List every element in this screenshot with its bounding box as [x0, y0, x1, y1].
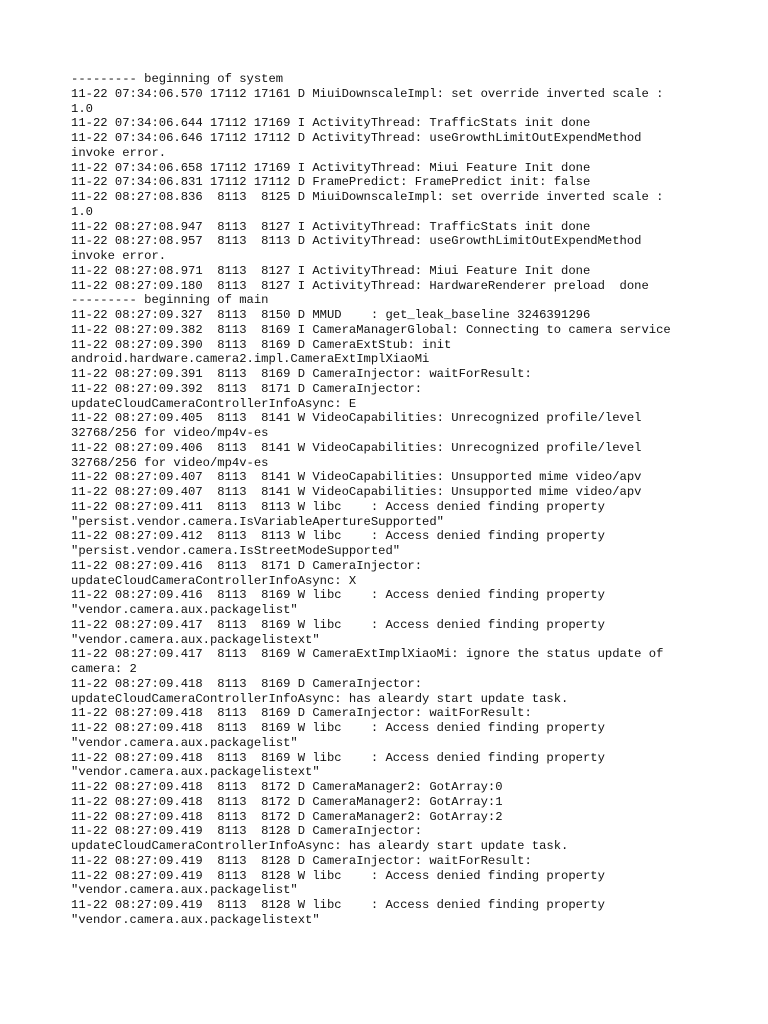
log-line: 11-22 08:27:08.947 8113 8127 I ActivityThread: TrafficStats init done — [71, 219, 591, 234]
log-line: 11-22 07:34:06.570 17112 17161 D MiuiDownscaleImpl: set override inverted scale : — [71, 86, 664, 101]
log-line: 11-22 08:27:08.836 8113 8125 D MiuiDownscaleImpl: set override inverted scale : — [71, 190, 664, 204]
log-line: 11-22 08:27:09.418 8113 8172 D CameraManager2: GotArray:0 — [71, 780, 503, 794]
log-line: 1.0 — [71, 101, 93, 116]
log-line: 11-22 08:27:09.417 8113 8169 W libc : Access denied finding property — [71, 617, 605, 632]
log-line: 11-22 08:27:08.957 8113 8113 D ActivityThread: useGrowthLimitOutExpendMethod — [71, 234, 642, 249]
log-line: 11-22 08:27:09.418 8113 8169 W libc : Access denied finding property — [71, 750, 605, 765]
log-line: 11-22 08:27:09.418 8113 8169 D CameraInjector: — [71, 676, 423, 691]
log-line: 11-22 08:27:09.327 8113 8150 D MMUD : get_leak_baseline 3246391296 — [71, 308, 591, 322]
log-line: "vendor.camera.aux.packagelistext" — [71, 912, 320, 927]
log-line: 11-22 08:27:09.412 8113 8113 W libc : Access denied finding property — [71, 529, 605, 544]
log-line: invoke error. — [71, 249, 167, 263]
log-line: 11-22 08:27:09.391 8113 8169 D CameraInjector: waitForResult: — [71, 367, 532, 381]
log-line: 11-22 08:27:09.392 8113 8171 D CameraInjector: — [71, 381, 423, 396]
log-line: android.hardware.camera2.impl.CameraExtImplXiaoMi — [71, 352, 430, 367]
log-line: updateCloudCameraControllerInfoAsync: E — [71, 396, 357, 411]
log-document — [71, 72, 731, 928]
log-line: 11-22 08:27:09.418 8113 8172 D CameraManager2: GotArray:2 — [71, 809, 503, 824]
log-line: 11-22 08:27:09.416 8113 8171 D CameraInjector: — [71, 558, 423, 573]
log-line: 11-22 08:27:09.407 8113 8141 W VideoCapabilities: Unsupported mime video/apv — [71, 485, 642, 499]
log-line: "vendor.camera.aux.packagelist" — [71, 735, 298, 750]
log-line: 11-22 08:27:09.407 8113 8141 W VideoCapabilities: Unsupported mime video/apv — [71, 470, 642, 485]
log-line: 11-22 08:27:09.406 8113 8141 W VideoCapabilities: Unrecognized profile/level — [71, 440, 642, 455]
log-line: invoke error. — [71, 145, 167, 160]
log-line: updateCloudCameraControllerInfoAsync: has aleardy start update task. — [71, 691, 569, 706]
log-line: --------- beginning of system — [71, 72, 284, 86]
log-line: "vendor.camera.aux.packagelist" — [71, 883, 298, 898]
log-line: 11-22 08:27:09.417 8113 8169 W CameraExtImplXiaoMi: ignore the status update of — [71, 647, 664, 662]
log-line: 11-22 07:34:06.644 17112 17169 I ActivityThread: TrafficStats init done — [71, 116, 591, 131]
log-line: 11-22 08:27:09.418 8113 8169 W libc : Access denied finding property — [71, 721, 605, 735]
log-line: 11-22 08:27:09.419 8113 8128 W libc : Access denied finding property — [71, 868, 605, 883]
log-line: 11-22 08:27:09.405 8113 8141 W VideoCapabilities: Unrecognized profile/level — [71, 411, 642, 426]
log-line: 11-22 08:27:09.418 8113 8172 D CameraManager2: GotArray:1 — [71, 794, 503, 809]
log-line: updateCloudCameraControllerInfoAsync: has aleardy start update task. — [71, 839, 569, 853]
log-line: 11-22 08:27:08.971 8113 8127 I ActivityThread: Miui Feature Init done — [71, 263, 591, 278]
log-line: 11-22 07:34:06.658 17112 17169 I ActivityThread: Miui Feature Init done — [71, 160, 591, 175]
log-line: 11-22 08:27:09.382 8113 8169 I CameraManagerGlobal: Connecting to camera service — [71, 322, 671, 337]
log-line: "vendor.camera.aux.packagelistext" — [71, 632, 320, 647]
log-line: "persist.vendor.camera.IsStreetModeSupported" — [71, 544, 401, 558]
log-line: 11-22 08:27:09.416 8113 8169 W libc : Access denied finding property — [71, 588, 605, 603]
log-line: 11-22 08:27:09.419 8113 8128 D CameraInjector: — [71, 824, 423, 839]
log-line: 32768/256 for video/mp4v-es — [71, 455, 269, 470]
log-line: 32768/256 for video/mp4v-es — [71, 426, 269, 440]
log-line: 11-22 08:27:09.180 8113 8127 I ActivityThread: HardwareRenderer preload done — [71, 278, 649, 293]
log-line: "vendor.camera.aux.packagelist" — [71, 603, 298, 617]
log-line: camera: 2 — [71, 662, 137, 676]
log-line: 11-22 08:27:09.390 8113 8169 D CameraExtStub: init — [71, 337, 452, 352]
log-line: "vendor.camera.aux.packagelistext" — [71, 765, 320, 780]
log-line: "persist.vendor.camera.IsVariableApertureSupported" — [71, 514, 444, 529]
log-line: 11-22 08:27:09.419 8113 8128 D CameraInjector: waitForResult: — [71, 853, 532, 868]
log-line: 11-22 08:27:09.418 8113 8169 D CameraInjector: waitForResult: — [71, 706, 532, 721]
log-line: updateCloudCameraControllerInfoAsync: X — [71, 573, 357, 588]
log-line: 11-22 07:34:06.646 17112 17112 D ActivityThread: useGrowthLimitOutExpendMethod — [71, 131, 642, 145]
log-line: 11-22 07:34:06.831 17112 17112 D FramePredict: FramePredict init: false — [71, 175, 591, 190]
log-line: 1.0 — [71, 204, 93, 219]
log-line: 11-22 08:27:09.411 8113 8113 W libc : Access denied finding property — [71, 499, 605, 514]
log-line: --------- beginning of main — [71, 293, 269, 308]
log-line: 11-22 08:27:09.419 8113 8128 W libc : Access denied finding property — [71, 898, 605, 912]
